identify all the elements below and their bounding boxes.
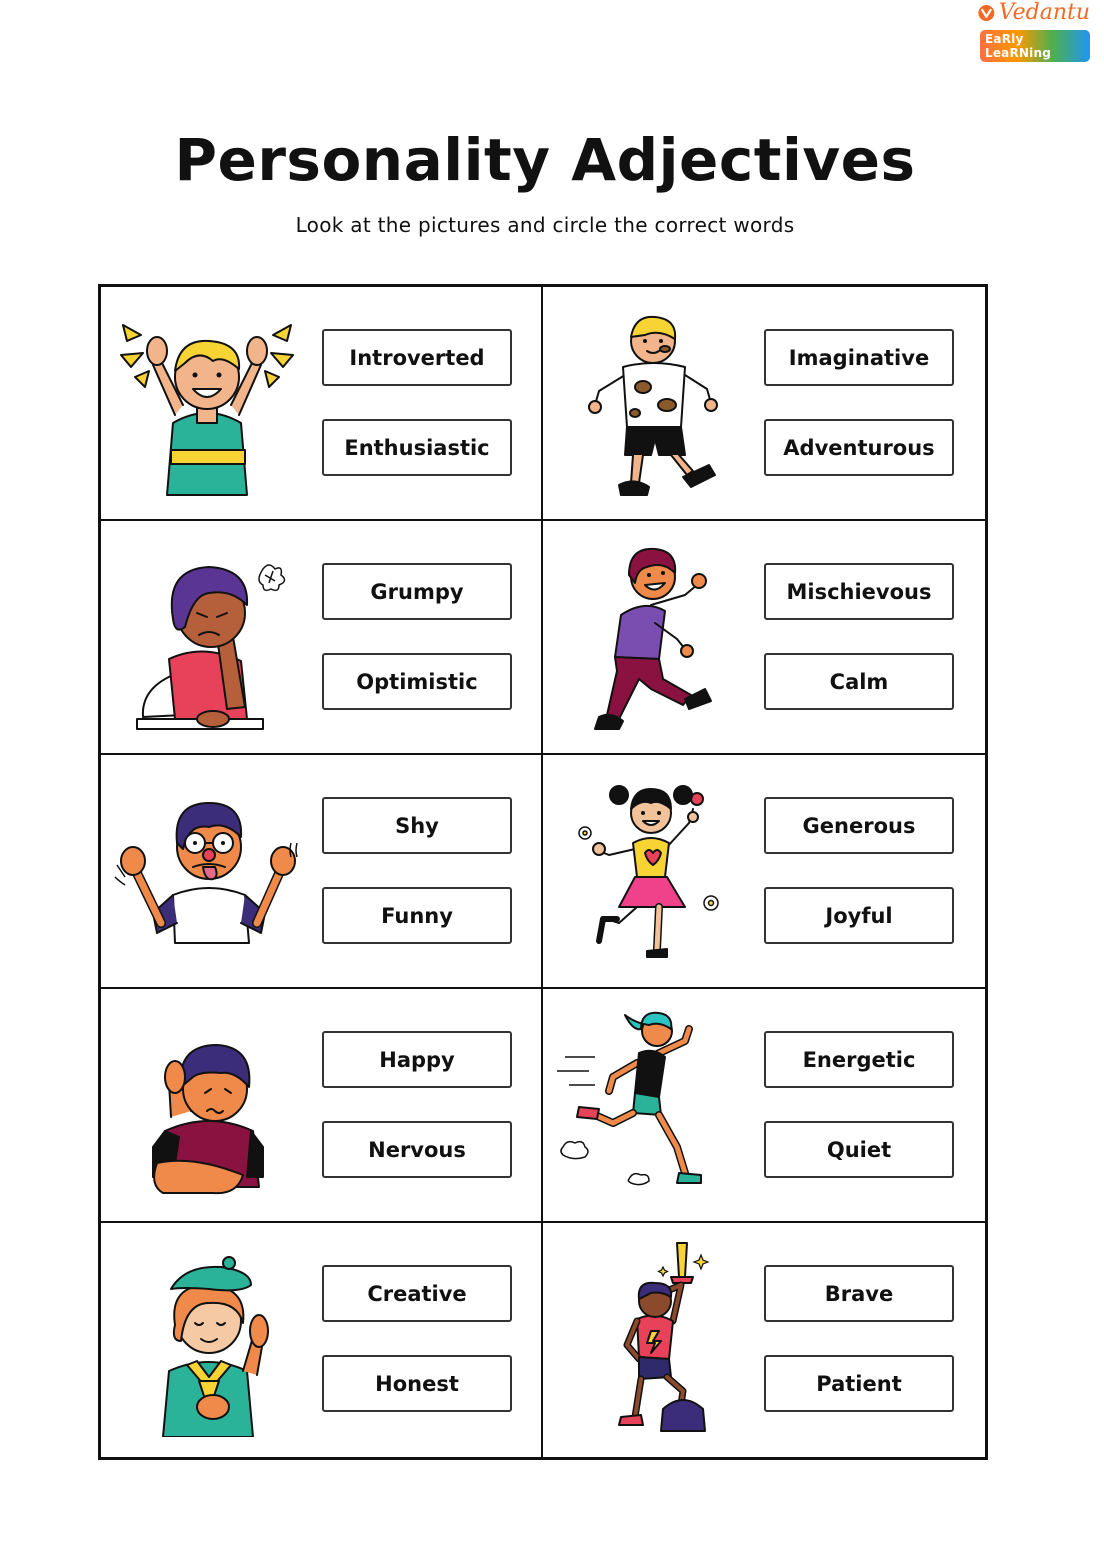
option-word[interactable]: Mischievous bbox=[764, 563, 954, 620]
scout-girl-icon bbox=[113, 1241, 303, 1437]
option-word[interactable]: Brave bbox=[764, 1265, 954, 1322]
worksheet-card bbox=[101, 521, 543, 755]
vedantu-logo bbox=[978, 0, 1090, 60]
option-word[interactable]: Adventurous bbox=[764, 419, 954, 476]
worksheet-card bbox=[543, 521, 985, 755]
vedantu-v-icon bbox=[978, 2, 995, 24]
worksheet-card bbox=[543, 287, 985, 521]
dancing-girl-icon bbox=[555, 773, 745, 969]
grumpy-girl-icon bbox=[113, 539, 303, 735]
option-word[interactable]: Energetic bbox=[764, 1031, 954, 1088]
worksheet-card bbox=[101, 1223, 543, 1457]
option-word[interactable]: Shy bbox=[322, 797, 512, 854]
option-word[interactable]: Generous bbox=[764, 797, 954, 854]
worried-boy-icon bbox=[113, 1007, 303, 1203]
running-girl-icon bbox=[555, 1007, 745, 1203]
sneaky-boy-icon bbox=[555, 539, 745, 735]
option-word[interactable]: Calm bbox=[764, 653, 954, 710]
option-word[interactable]: Imaginative bbox=[764, 329, 954, 386]
option-word[interactable]: Introverted bbox=[322, 329, 512, 386]
brand-name: Vedantu bbox=[998, 0, 1090, 25]
page-title: Personality Adjectives bbox=[174, 126, 916, 194]
cheering-boy-icon bbox=[113, 305, 303, 501]
worksheet-card bbox=[101, 755, 543, 989]
sword-hero-boy-icon bbox=[555, 1241, 745, 1437]
option-word[interactable]: Honest bbox=[322, 1355, 512, 1412]
option-word[interactable]: Grumpy bbox=[322, 563, 512, 620]
option-word[interactable]: Nervous bbox=[322, 1121, 512, 1178]
worksheet-grid bbox=[98, 284, 988, 1460]
worksheet-card bbox=[101, 989, 543, 1223]
page-instructions: Look at the pictures and circle the correct words bbox=[295, 213, 795, 237]
option-word[interactable]: Funny bbox=[322, 887, 512, 944]
option-word[interactable]: Creative bbox=[322, 1265, 512, 1322]
worksheet-card bbox=[101, 287, 543, 521]
option-word[interactable]: Optimistic bbox=[322, 653, 512, 710]
option-word[interactable]: Quiet bbox=[764, 1121, 954, 1178]
muddy-boy-icon bbox=[555, 305, 745, 501]
brand-tagline: EaRly LeaRNing bbox=[980, 30, 1090, 62]
option-word[interactable]: Patient bbox=[764, 1355, 954, 1412]
option-word[interactable]: Enthusiastic bbox=[322, 419, 512, 476]
option-word[interactable]: Happy bbox=[322, 1031, 512, 1088]
option-word[interactable]: Joyful bbox=[764, 887, 954, 944]
worksheet-card bbox=[543, 755, 985, 989]
silly-face-boy-icon bbox=[113, 773, 303, 969]
worksheet-card bbox=[543, 1223, 985, 1457]
worksheet-card bbox=[543, 989, 985, 1223]
